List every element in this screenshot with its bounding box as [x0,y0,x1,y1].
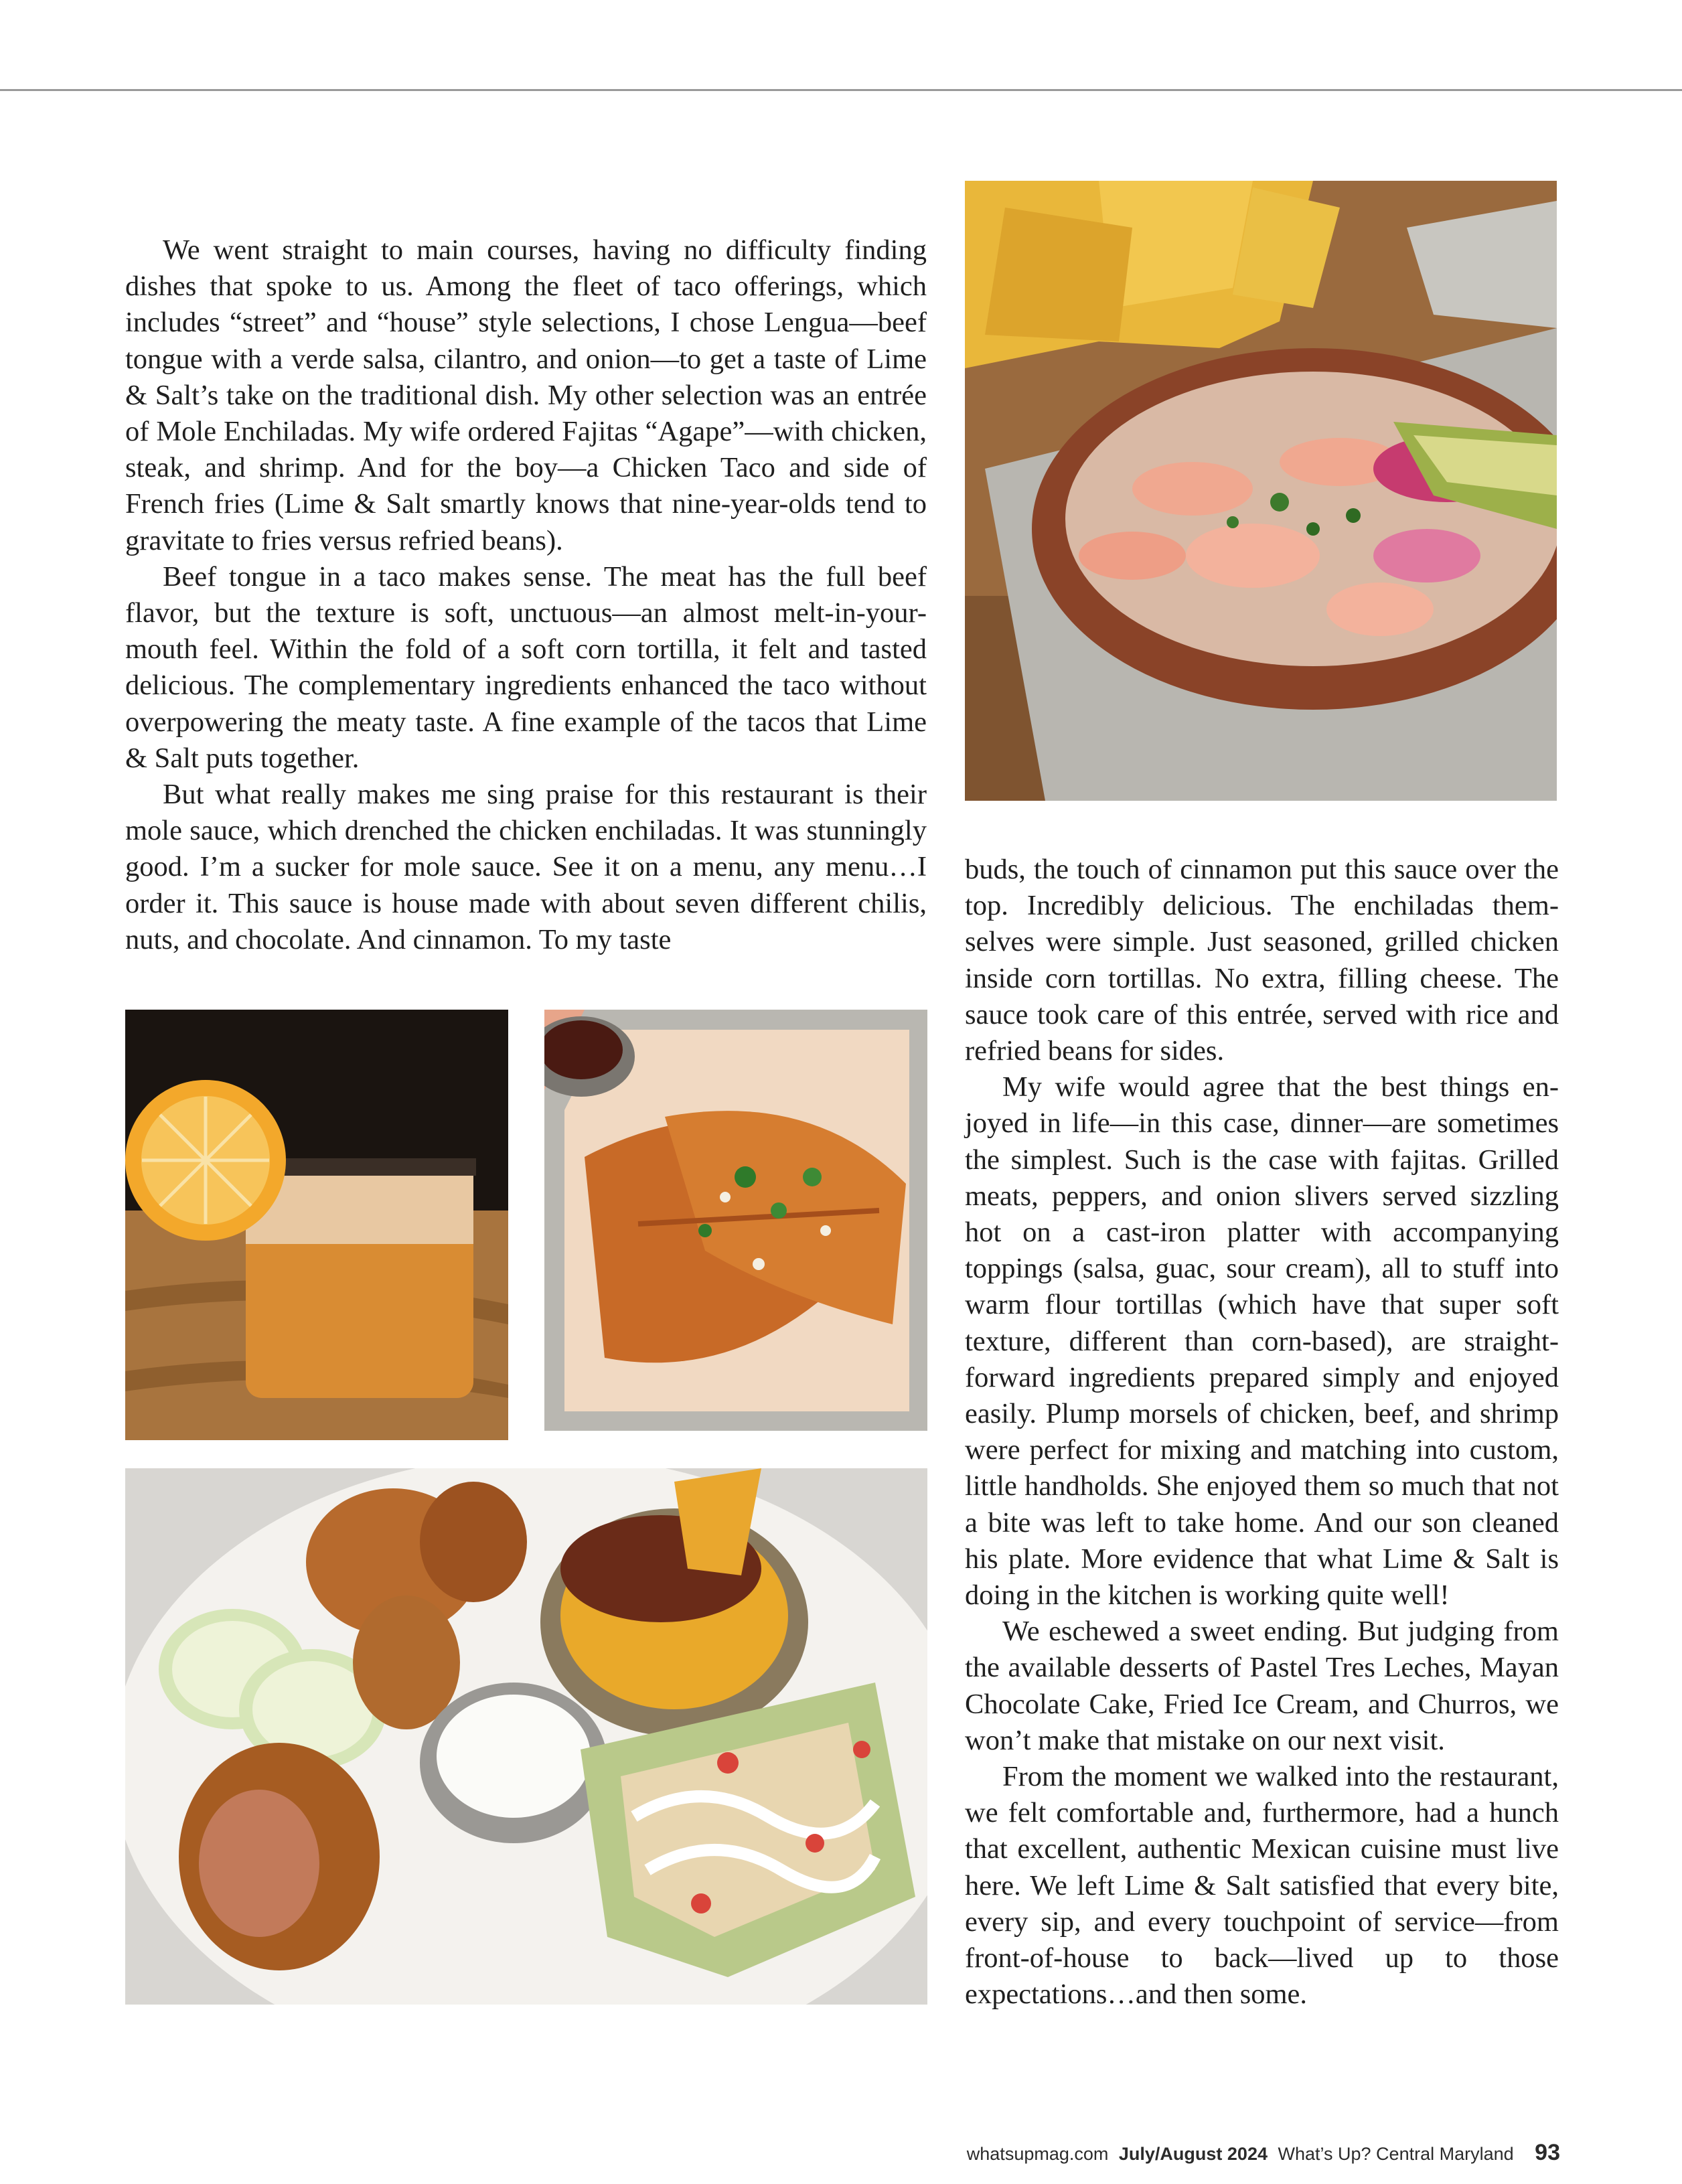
article-paragraph: We eschewed a sweet ending. But judging from the available desserts of Pastel Tres Leches, Mayan Chocolate Cake, Fried Ice Cream, and Churros, we won’t make that mistake on our next visit. [965,1616,1559,1756]
page-footer [967,2140,1560,2166]
ceviche-photo [965,181,1557,801]
article-paragraph: From the moment we walked into the restaurant, we felt comfortable and, furthermore, had a hunch that excellent, authentic Mexican cuisine must live here. We left Lime & Salt satisfied that every bite, every sip, and every touchpoint of service—from front-of-house to back—lived up to those expectations…and then some. [965,1761,1559,2011]
footer-issue-date: July/August 2024 [1118,2144,1268,2164]
footer-website: whatsupmag.com [966,2144,1109,2164]
article-paragraph: We went straight to main courses, having no difficulty finding dishes that spoke to us. Among the fleet of taco offerings, which includes “street” and “house” style selections, I chose Lengua—beef tongue with a verde salsa, cilantro, and onion—to get a taste of Lime & Salt’s take on the traditional dish. My other selection was an entrée of Mole Enchiladas. My wife ordered Fajitas “Agape”—with chicken, steak, and shrimp. And for the boy—a Chicken Taco and side of French fries (Lime & Salt smartly knows that nine-year-olds tend to gravitate to fries versus refried beans). [125,234,927,556]
article-paragraph: My wife would agree that the best things enjoyed in life—in this case, dinner—are sometimes the simplest. Such is the case with fajitas. Grilled meats, peppers, and onion slivers served sizzling hot on a cast-iron platter with accompanying toppings (salsa, guac, sour cream), all to stuff into warm flour tortillas (which have that super soft texture, different than corn-based), are straightforward ingredients prepared simply and enjoyed easily. Plump morsels of chicken, beef, and shrimp were perfect for mixing and matching into custom, little handholds. She enjoyed them so much that not a bite was left to take home. And our son cleaned his plate. More evidence that what Lime & Salt is doing in the kitchen is working quite well! [965,1071,1559,1612]
article-paragraph-continued: buds, the touch of cinnamon put this sauce over the top. Incredibly delicious. The enchiladas themselves were simple. Just seasoned, grilled chicken inside corn tortillas. No extra, filling cheese. The sauce took care of this entrée, served with rice and refried beans for sides. [965,854,1559,1067]
article-left-column [125,232,927,958]
footer-magazine-name: What’s Up? Central Maryland [1278,2144,1514,2164]
page-number: 93 [1535,2140,1560,2165]
header-rule [0,89,1682,91]
appetizer-platter-photo [125,1468,927,2005]
article-paragraph: But what really makes me sing praise for this restaurant is their mole sauce, which drenched the chicken enchiladas. It was stunningly good. I’m a sucker for mole sauce. See it on a menu, any menu…I order it. This sauce is house made with about seven different chilis, nuts, and chocolate. And cinnamon. To my taste [125,779,927,955]
article-paragraph: Beef tongue in a taco makes sense. The meat has the full beef flavor, but the texture is soft, unctuous—an almost melt-in-your-mouth feel. Within the fold of a soft corn tortilla, it felt and tasted delicious. The complementary ingredients enhanced the taco without overpowering the meaty taste. A fine example of the tacos that Lime & Salt puts together. [125,560,927,774]
quesadilla-photo [544,1010,927,1431]
article-right-column [965,852,1559,2013]
cocktail-photo [125,1010,508,1440]
